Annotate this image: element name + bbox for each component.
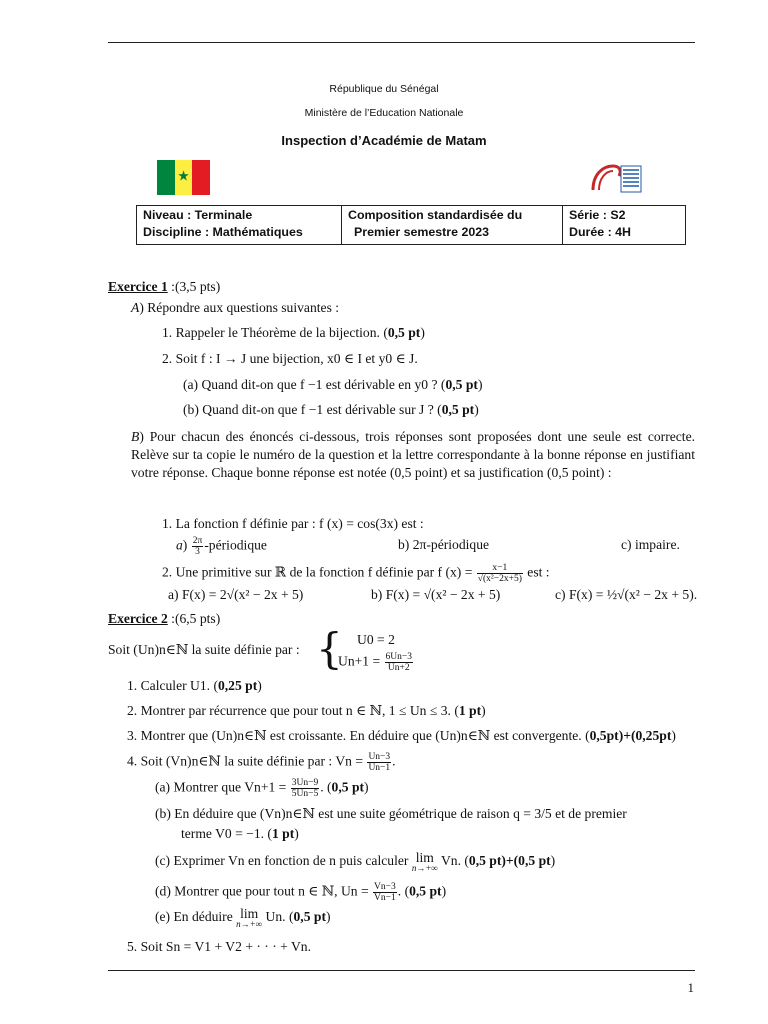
info-composition: Composition standardisée du (348, 208, 523, 222)
exercise-1-title: Exercice 1 (108, 279, 168, 294)
ex2-q4c-text: (c) Exprimer Vn en fonction de n puis calculer (155, 853, 412, 868)
part-b-label: B (131, 429, 140, 444)
fraction-un: $\frac{Vn-3}{Vn-1}$ (374, 882, 396, 903)
ex1-b2-end: est : (523, 564, 550, 580)
ex2-q4: 4. Soit (Vn)n∈ℕ la suite définie par : Vn = $\frac{Un-3}{Un-1}$ . (127, 752, 396, 773)
header-ministry: Ministère de l’Education Nationale (304, 107, 464, 119)
fraction-vn: $\frac{Un-3}{Un-1}$ (368, 752, 391, 773)
page-number: 1 (687, 980, 694, 995)
ex1-qa: (a) Quand dit-on que f −1 est dérivable en y0 ? (0,5 pt) (183, 377, 483, 392)
bottom-rule (108, 970, 695, 971)
ex1-qb-text: (b) Quand dit-on que f −1 est dérivable sur J ? ( (183, 402, 442, 417)
ex2-q4c-points: 0,5 pt)+(0,5 pt (468, 853, 551, 868)
ex1-b1-option-c: c) impaire. (621, 537, 680, 552)
ex2-q4d-text: (d) Montrer que pour tout n ∈ ℕ, Un = (155, 883, 373, 899)
ex2-q4-text: 4. Soit (Vn)n∈ℕ la suite définie par : Vn = (127, 753, 367, 769)
limit-un: lim n→+∞ (236, 906, 263, 929)
ex1-b2-option-a: a) F(x) = 2√(x² − 2x + 5) (168, 587, 304, 602)
info-duree: Durée : 4H (569, 225, 631, 239)
ex1-b2-option-c: c) F(x) = ½√(x² − 2x + 5). (555, 587, 698, 602)
part-a-text: ) Répondre aux questions suivantes : (139, 300, 340, 315)
part-b-intro (131, 428, 695, 482)
flag-star-icon: ★ (177, 169, 190, 185)
part-b-text: ) Pour chacun des énoncés ci-dessous, trois réponses sont proposées dont une seule est correcte. Relève sur ta copie le numéro de la question et la lettre correspondante à la bonne réponse en justifiant votre réponse. Chaque bonne réponse est notée (0,5 point) et sa justification (0,5 point) : (131, 429, 695, 480)
ex2-q5: 5. Soit Sn = V1 + V2 + · · · + Vn. (127, 939, 311, 954)
exercise-2-heading (108, 610, 220, 628)
ex1-qa-text: (a) Quand dit-on que f −1 est dérivable en y0 ? ( (183, 377, 446, 392)
ex2-q4d-points: 0,5 pt (409, 883, 442, 899)
info-cell-level (137, 206, 342, 244)
exercise-1-points: :(3,5 pts) (167, 279, 221, 294)
info-cell-serie (563, 206, 685, 244)
ex2-intro: Soit (Un)n∈ℕ la suite définie par : (108, 642, 300, 657)
ex2-q4b-points: 1 pt (271, 826, 295, 841)
info-semestre: Premier semestre 2023 (354, 225, 490, 239)
system-brace: { (316, 624, 343, 673)
ex2-q2: 2. Montrer par récurrence que pour tout n ∈ ℕ, 1 ≤ Un ≤ 3. (1 pt) (127, 703, 486, 718)
ex1-qb: (b) Quand dit-on que f −1 est dérivable sur J ? (0,5 pt) (183, 402, 479, 417)
ex1-b1-option-a: a) $\frac{2\pi}{3}$ -périodique (176, 536, 267, 557)
info-discipline: Discipline : Mathématiques (143, 225, 303, 239)
ex1-b1: 1. La fonction f définie par : f (x) = cos(3x) est : (162, 516, 424, 531)
exercise-2-title: Exercice 2 (108, 611, 168, 626)
ex2-q3-points: 0,5pt)+(0,25pt (589, 728, 672, 743)
ex2-recurrence (338, 652, 414, 673)
ex2-q1-points: 0,25 pt (217, 678, 258, 693)
exam-info-table (136, 205, 686, 245)
ex2-q4e-text: (e) En déduire (155, 909, 237, 924)
ex2-q4b-line1: (b) En déduire que (Vn)n∈ℕ est une suite géométrique de raison q = 3/5 et de premier (155, 806, 627, 821)
fraction-vn1: $\frac{3Un-9}{5Un-5}$ (291, 778, 319, 799)
ex2-q4d: (d) Montrer que pour tout n ∈ ℕ, Un = $\frac{Vn-3}{Vn-1}$ . (0,5 pt) (155, 882, 447, 903)
ex1-b2-option-b: b) F(x) = √(x² − 2x + 5) (371, 587, 501, 602)
ex2-un1-text: Un+1 = (338, 653, 384, 669)
ex1-qb-points: 0,5 pt (441, 402, 475, 417)
ex2-q1-text: 1. Calculer U1. ( (127, 678, 218, 693)
ex2-q4e-points: 0,5 pt (293, 909, 326, 924)
info-niveau: Niveau : Terminale (143, 208, 253, 222)
exercise-1-heading (108, 278, 220, 296)
ex1-q2: 2. Soit f : I → J une bijection, x0 ∈ I et y0 ∈ J. (162, 351, 418, 366)
header-inspection: Inspection d’Académie de Matam (281, 133, 487, 148)
part-a-intro (131, 299, 339, 317)
ex1-q1: 1. Rappeler le Théorème de la bijection. (0,5 pt) (162, 325, 425, 340)
senegal-flag-icon (157, 160, 210, 195)
info-cell-composition (342, 206, 563, 244)
ex2-q4e: (e) En déduire lim n→+∞ Un. (0,5 pt) (155, 906, 331, 929)
ex1-qa-points: 0,5 pt (445, 377, 478, 392)
ex2-q4a-points: 0,5 pt (331, 779, 365, 795)
header-country: République du Sénégal (329, 83, 439, 95)
ex2-q4a: (a) Montrer que Vn+1 = $\frac{3Un-9}{5Un-5}$ . (0,5 pt) (155, 778, 369, 799)
ex1-q1-text: 1. Rappeler le Théorème de la bijection. ( (162, 325, 388, 340)
fraction-recurrence: $\frac{6Un-3}{Un+2}$ (385, 652, 413, 673)
ex2-q4b-text: terme V0 = −1. ( (181, 826, 272, 841)
ex2-q2-points: 1 pt (458, 703, 482, 718)
ex2-q2-text: 2. Montrer par récurrence que pour tout n ∈ ℕ, 1 ≤ Un ≤ 3. ( (127, 703, 459, 718)
ex2-q4c: (c) Exprimer Vn en fonction de n puis calculer lim n→+∞ Vn. (0,5 pt)+(0,5 pt) (155, 850, 556, 873)
ex1-b2-text: 2. Une primitive sur ℝ de la fonction f définie par f (x) = (162, 564, 476, 580)
ex2-q4b-line2: terme V0 = −1. (1 pt) (181, 826, 299, 841)
limit-vn: lim n→+∞ (411, 850, 438, 873)
exercise-2-points: :(6,5 pts) (167, 611, 221, 626)
ex2-q3-text: 3. Montrer que (Un)n∈ℕ est croissante. En déduire que (Un)n∈ℕ est convergente. ( (127, 728, 590, 743)
fraction-primitive: $\frac{x-1}{\text{√(x²−2x+5)}}$ (477, 563, 522, 584)
fraction-2pi-3: $\frac{2\pi}{3}$ (192, 536, 203, 557)
ex1-b1-option-a-text: -périodique (204, 537, 267, 553)
info-serie: Série : S2 (569, 208, 626, 222)
ex2-q1: 1. Calculer U1. (0,25 pt) (127, 678, 262, 693)
education-logo-icon (589, 160, 645, 194)
ex2-u0: U0 = 2 (357, 632, 395, 647)
ex1-q1-points: 0,5 pt (387, 325, 421, 340)
part-a-label: A (131, 300, 140, 315)
ex1-b1-option-b: b) 2π-périodique (398, 537, 490, 552)
ex2-q3: 3. Montrer que (Un)n∈ℕ est croissante. En déduire que (Un)n∈ℕ est convergente. (0,5pt)+(0,25pt) (127, 728, 676, 743)
ex2-q4a-text: (a) Montrer que Vn+1 = (155, 779, 290, 795)
top-rule (108, 42, 695, 43)
ex1-b2 (162, 563, 550, 584)
